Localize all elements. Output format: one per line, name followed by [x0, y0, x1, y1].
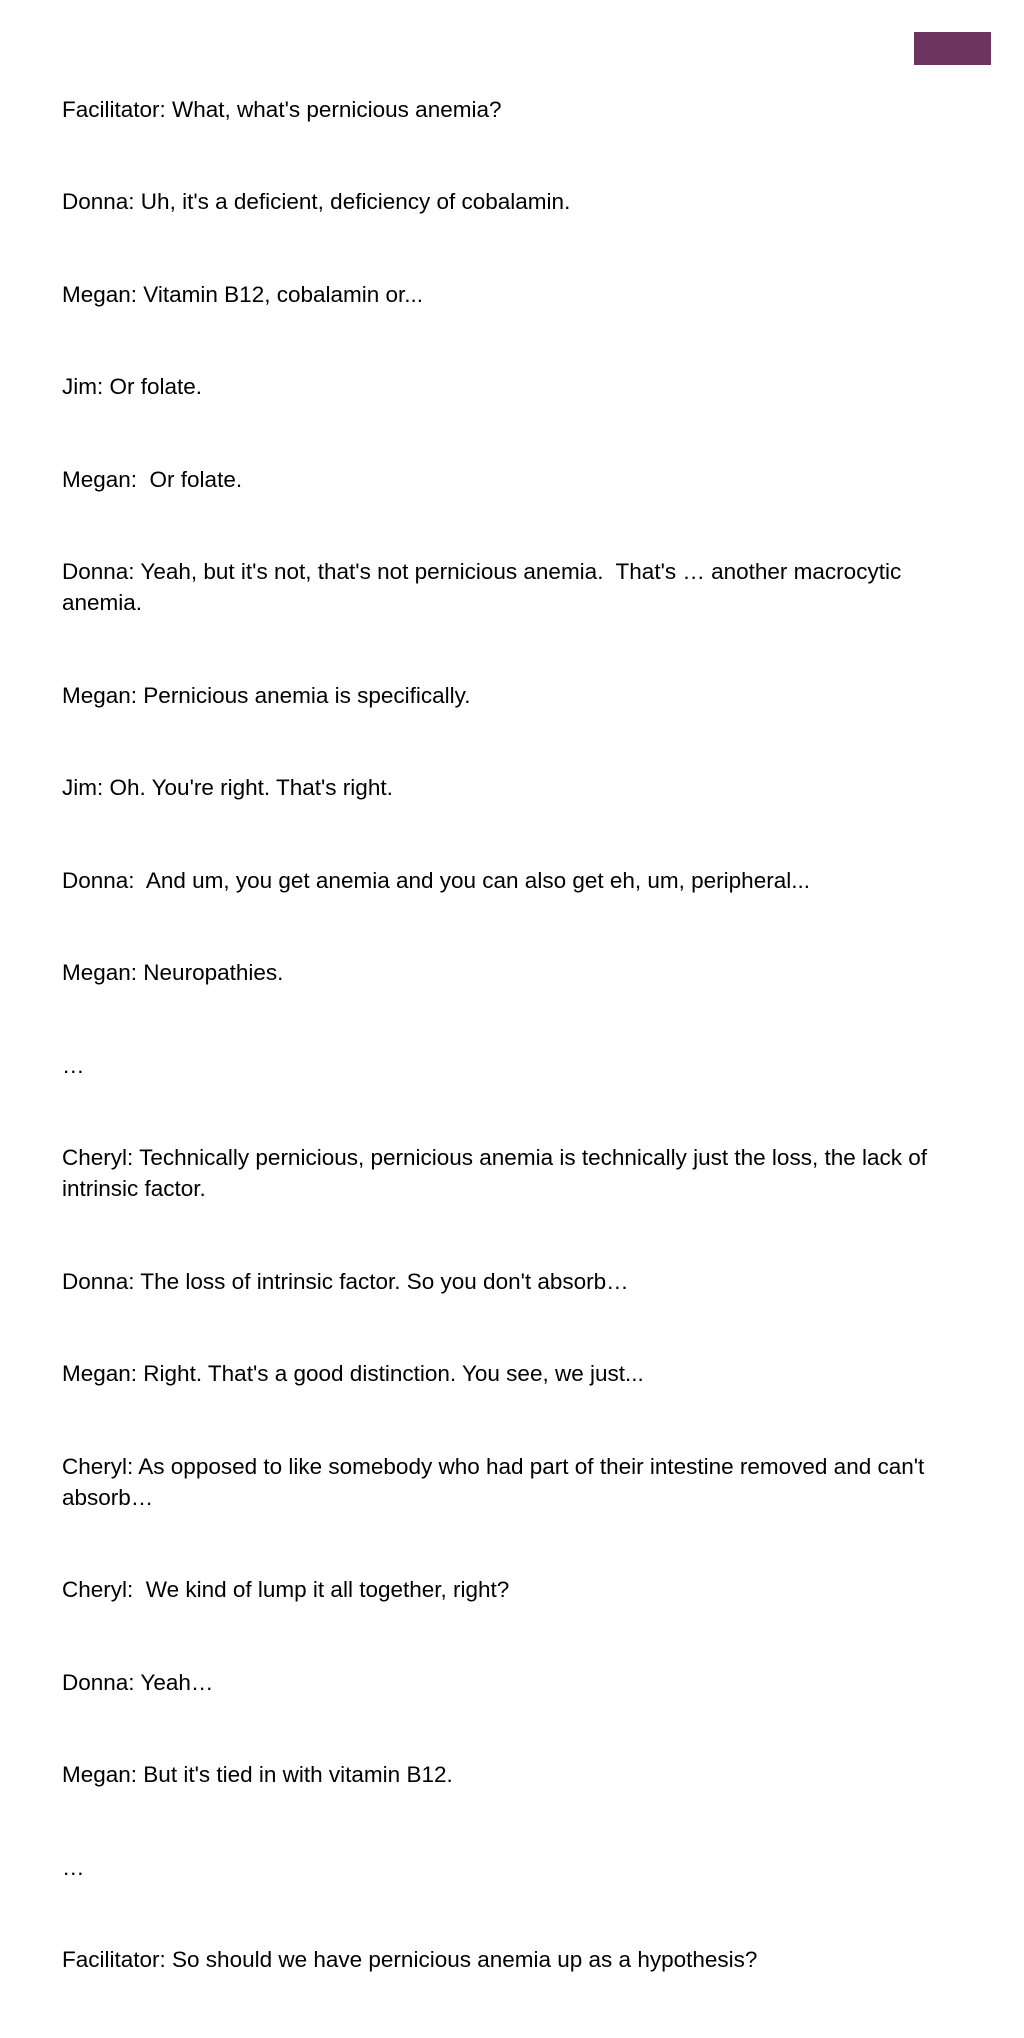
transcript-line: Megan: Or folate. — [62, 466, 243, 492]
transcript-line: Donna: The loss of intrinsic factor. So you don't absorb… — [62, 1268, 629, 1294]
ellipsis-line: … — [62, 1052, 85, 1078]
transcript-line: Donna: And um, you get anemia and you can also get eh, um, peripheral... — [62, 867, 810, 893]
ellipsis-line: … — [62, 1854, 85, 1880]
transcript-line: Megan: Vitamin B12, cobalamin or... — [62, 281, 424, 307]
transcript-line: Donna: Yeah, but it's not, that's not pernicious anemia. That's … another macrocytic anemia. — [62, 559, 908, 616]
transcript-line: Megan: Right. That's a good distinction. You see, we just... — [62, 1361, 644, 1387]
transcript-line: Cheryl: We kind of lump it all together, right? — [62, 1577, 510, 1603]
transcript-line: Cheryl: As opposed to like somebody who had part of their intestine removed and can't absorb… — [62, 1453, 931, 1510]
transcript-line: Donna: Yeah… — [62, 1669, 214, 1695]
transcript-line: Jim: Oh. You're right. That's right. — [62, 775, 393, 801]
transcript-line: Megan: Neuropathies. — [62, 960, 284, 986]
transcript-line: Facilitator: So should we have pernicious anemia up as a hypothesis? — [62, 1947, 758, 1973]
transcript-line: Megan: But it's tied in with vitamin B12. — [62, 1762, 453, 1788]
transcript-line: Jim: Or folate. — [62, 374, 203, 400]
transcript-line: Donna: Uh, it's a deficient, deficiency of cobalamin. — [62, 189, 571, 215]
transcript-line: Megan: Pernicious anemia is specifically. — [62, 682, 471, 708]
transcript-line: Cheryl: Technically pernicious, pernicious anemia is technically just the loss, the lack of intrinsic factor. — [62, 1145, 934, 1202]
transcript — [62, 33, 982, 2038]
transcript-line: Facilitator: What, what's pernicious anemia? — [62, 96, 502, 122]
